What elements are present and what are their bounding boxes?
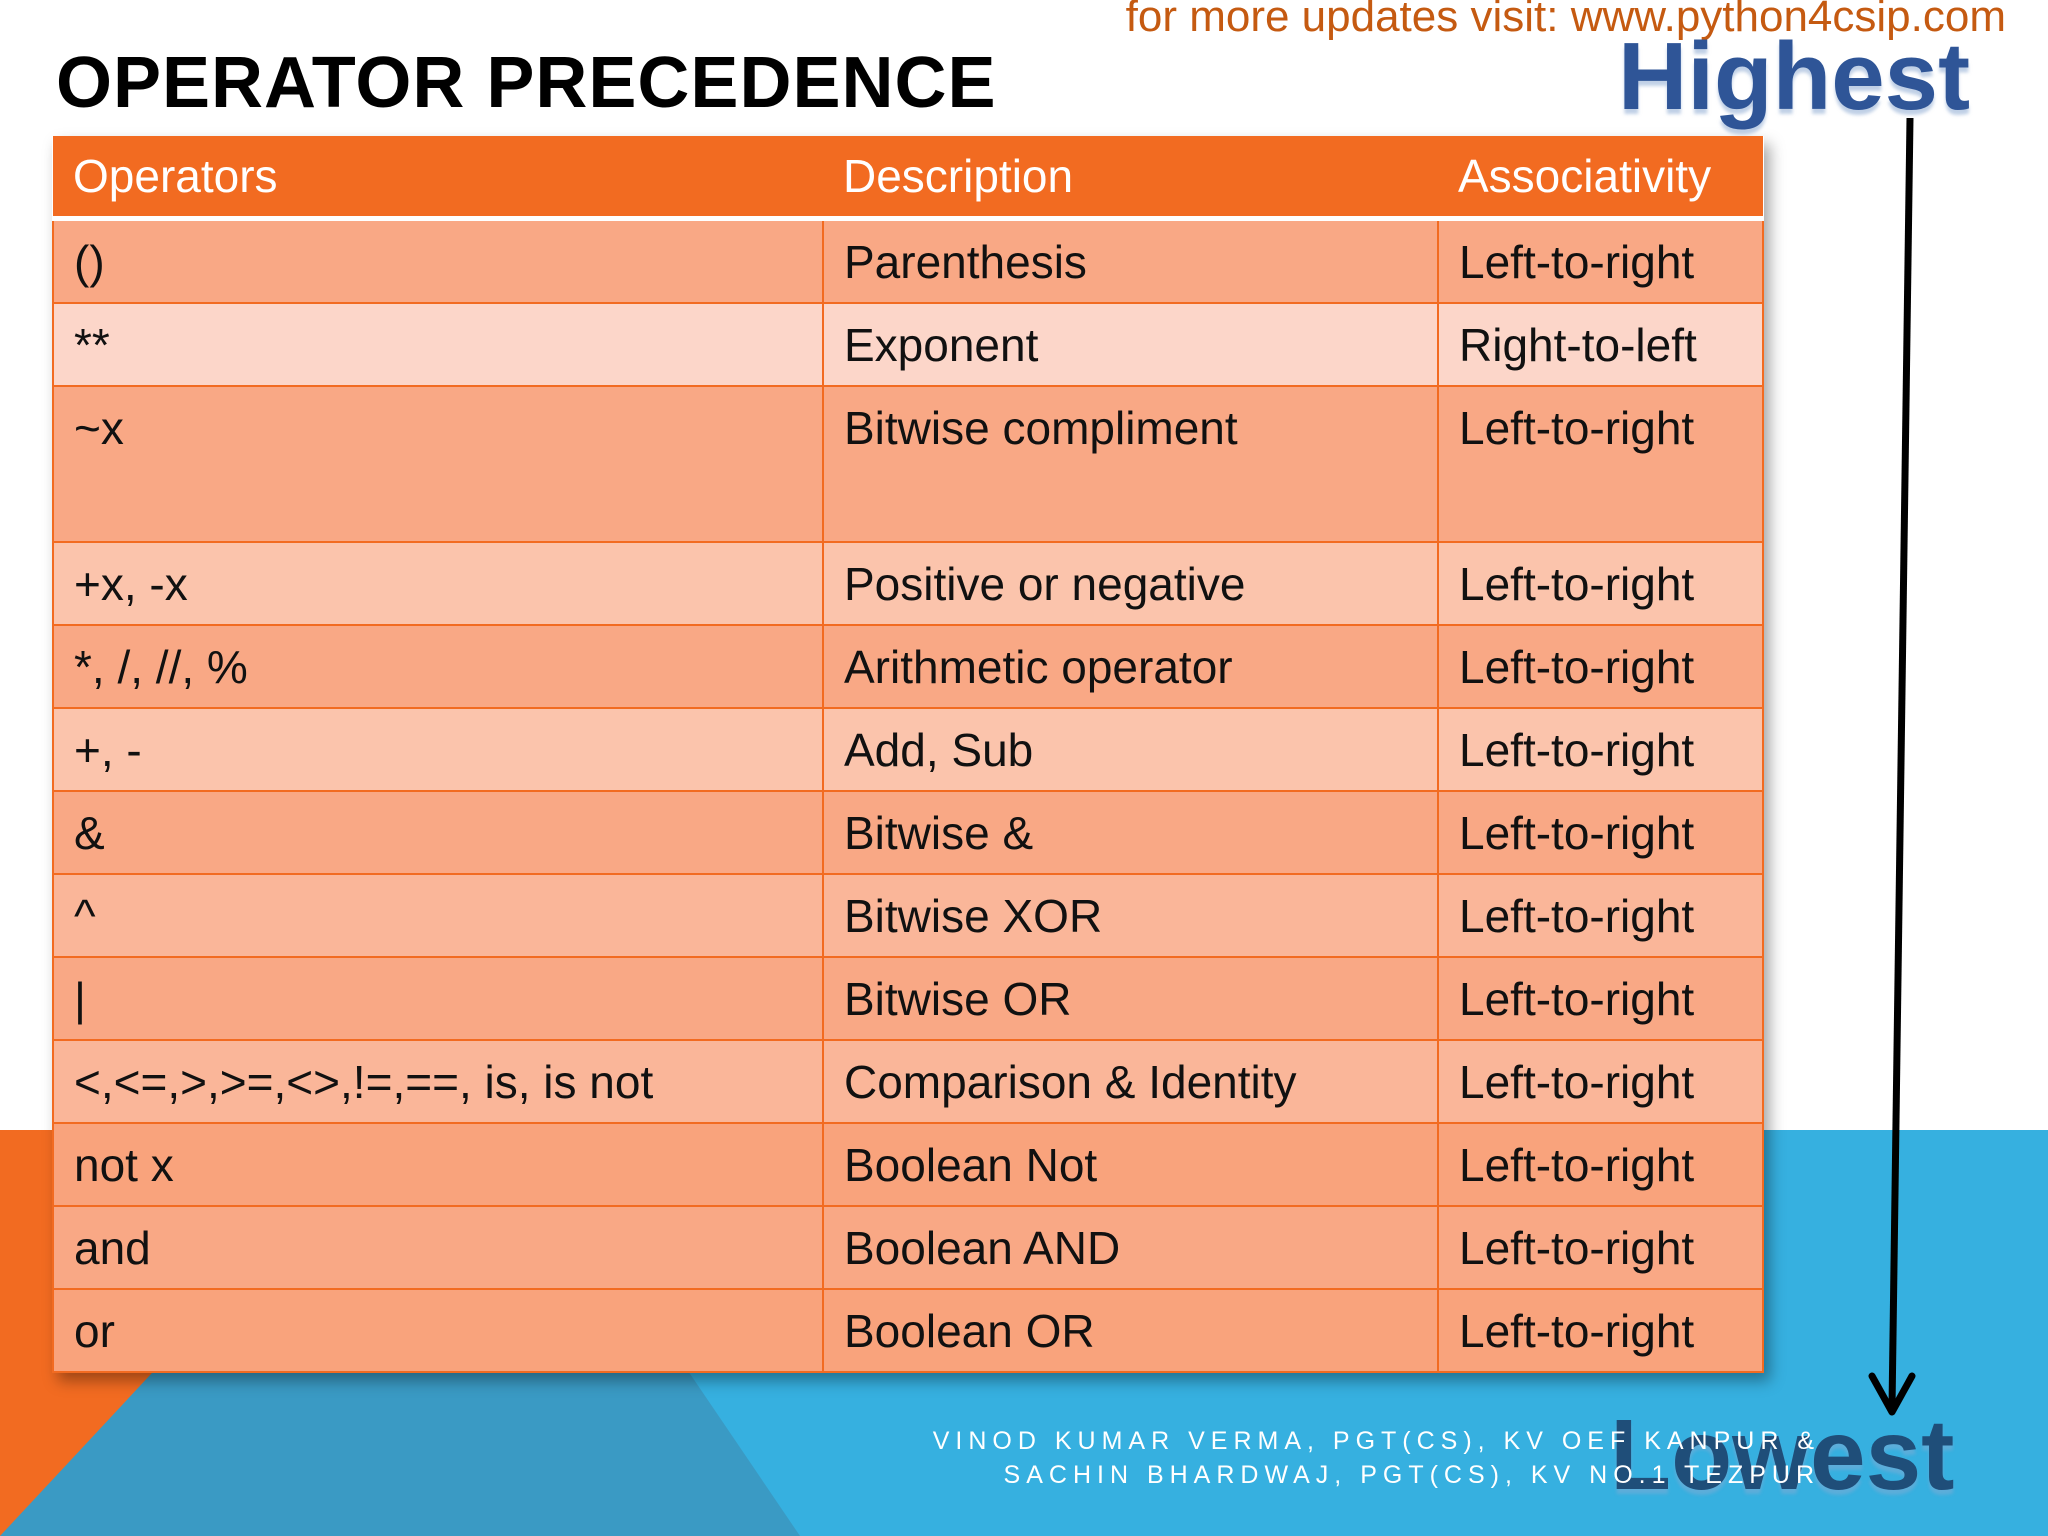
operator-cell: |	[53, 957, 823, 1040]
description-cell: Add, Sub	[823, 708, 1438, 791]
table-row	[53, 386, 1763, 542]
operator-cell: ()	[53, 219, 823, 304]
table-row	[53, 625, 1763, 708]
table-row	[53, 874, 1763, 957]
operator-cell: +, -	[53, 708, 823, 791]
precedence-table	[52, 136, 1764, 1373]
description-cell: Positive or negative	[823, 542, 1438, 625]
lowest-label: Lowest	[1610, 1399, 1955, 1511]
table-header-row	[53, 136, 1763, 219]
page-title: OPERATOR PRECEDENCE	[56, 43, 997, 123]
header-operators: Operators	[53, 136, 823, 219]
operator-cell: or	[53, 1289, 823, 1372]
table-row	[53, 303, 1763, 386]
table-row	[53, 542, 1763, 625]
description-cell: Boolean AND	[823, 1206, 1438, 1289]
associativity-cell: Left-to-right	[1438, 708, 1763, 791]
operator-cell: &	[53, 791, 823, 874]
associativity-cell: Left-to-right	[1438, 542, 1763, 625]
description-cell: Bitwise OR	[823, 957, 1438, 1040]
down-arrow-icon	[1862, 118, 1922, 1418]
highest-label: Highest	[1618, 23, 1971, 130]
operator-cell: ^	[53, 874, 823, 957]
associativity-cell: Right-to-left	[1438, 303, 1763, 386]
author-line-1: VINOD KUMAR VERMA, PGT(CS), KV OEF KANPUR &	[932, 1427, 1820, 1455]
description-cell: Bitwise compliment	[823, 386, 1438, 542]
operator-cell: and	[53, 1206, 823, 1289]
associativity-cell: Left-to-right	[1438, 386, 1763, 542]
operator-cell: *, /, //, %	[53, 625, 823, 708]
description-cell: Exponent	[823, 303, 1438, 386]
table-row	[53, 1123, 1763, 1206]
table-row	[53, 791, 1763, 874]
associativity-cell: Left-to-right	[1438, 874, 1763, 957]
description-cell: Boolean OR	[823, 1289, 1438, 1372]
associativity-cell: Left-to-right	[1438, 1206, 1763, 1289]
description-cell: Boolean Not	[823, 1123, 1438, 1206]
associativity-cell: Left-to-right	[1438, 625, 1763, 708]
operator-cell: <,<=,>,>=,<>,!=,==, is, is not	[53, 1040, 823, 1123]
site-note[interactable]: for more updates visit: www.python4csip.com	[1125, 0, 2006, 41]
table-row	[53, 219, 1763, 304]
description-cell: Parenthesis	[823, 219, 1438, 304]
associativity-cell: Left-to-right	[1438, 1123, 1763, 1206]
description-cell: Bitwise XOR	[823, 874, 1438, 957]
operator-cell: **	[53, 303, 823, 386]
header-associativity: Associativity	[1438, 136, 1763, 219]
table-row	[53, 708, 1763, 791]
operator-cell: not x	[53, 1123, 823, 1206]
associativity-cell: Left-to-right	[1438, 1289, 1763, 1372]
author-credit	[880, 1424, 1820, 1492]
operator-cell: +x, -x	[53, 542, 823, 625]
table-row	[53, 1289, 1763, 1372]
description-cell: Comparison & Identity	[823, 1040, 1438, 1123]
associativity-cell: Left-to-right	[1438, 957, 1763, 1040]
table-row	[53, 957, 1763, 1040]
description-cell: Arithmetic operator	[823, 625, 1438, 708]
associativity-cell: Left-to-right	[1438, 791, 1763, 874]
author-line-2: SACHIN BHARDWAJ, PGT(CS), KV NO.1 TEZPUR	[1003, 1461, 1820, 1489]
associativity-cell: Left-to-right	[1438, 219, 1763, 304]
description-cell: Bitwise &	[823, 791, 1438, 874]
operator-cell: ~x	[53, 386, 823, 542]
header-description: Description	[823, 136, 1438, 219]
table-row	[53, 1040, 1763, 1123]
associativity-cell: Left-to-right	[1438, 1040, 1763, 1123]
table-row	[53, 1206, 1763, 1289]
